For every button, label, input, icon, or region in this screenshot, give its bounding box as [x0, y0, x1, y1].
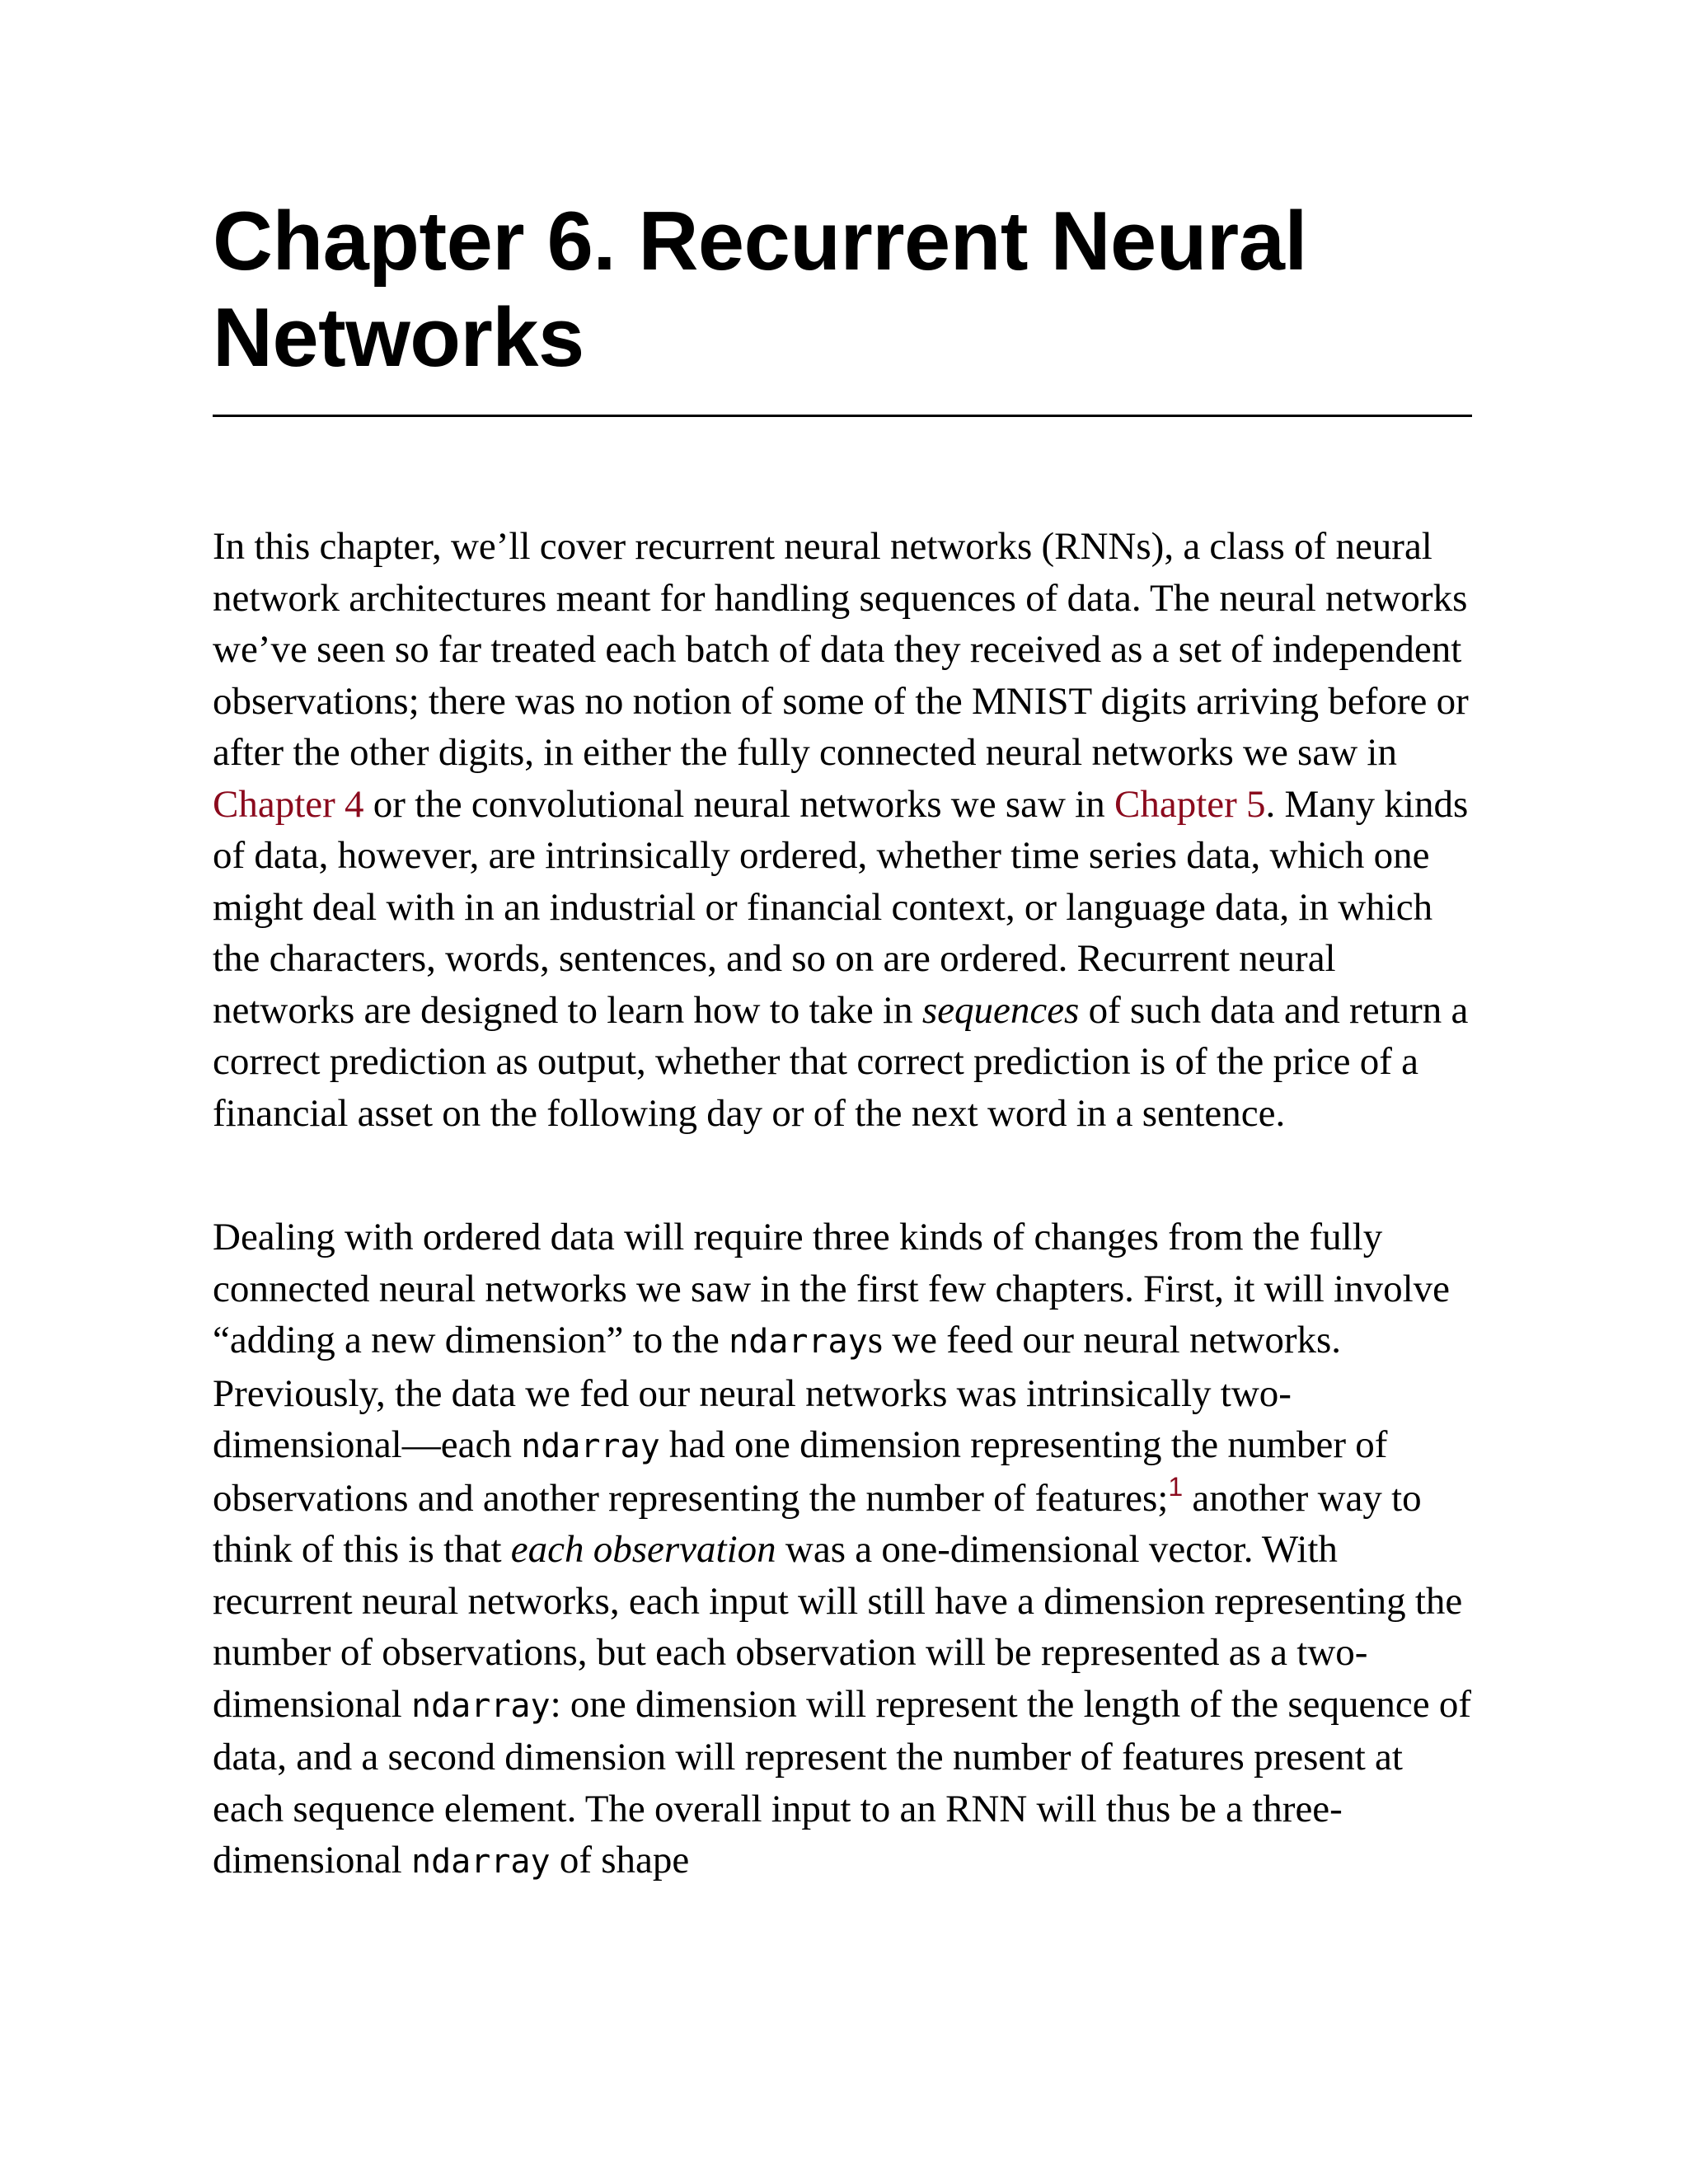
text-segment: had one dimension representing the number of observations and another representing the number of features; — [213, 1423, 1388, 1520]
text-segment: or the convolutional neural networks we saw in — [363, 782, 1114, 826]
text-segment: . Many kinds of data, however, are intrinsically ordered, whether time series data, which one might deal with in an industrial or financial context, or language data, in which the characters, words, sentences, and so on are ordered. Recurrent neural networks are designed to learn how to take in — [213, 782, 1469, 1032]
text-segment: s we feed our neural networks. Previously, the data we fed our neural networks was intrinsically two-dimensional—each — [213, 1319, 1342, 1466]
chapter-5-link[interactable]: Chapter 5 — [1114, 782, 1266, 826]
footnote-ref-1[interactable]: 1 — [1168, 1471, 1184, 1502]
text-segment: Dealing with ordered data will require three kinds of changes from the fully connected neural networks we saw in the first few chapters. First, it will involve “adding a new dimension” to the — [213, 1216, 1451, 1361]
emphasis-each-observation: each observation — [510, 1528, 776, 1571]
text-segment: : one dimension will represent the length of the sequence of data, and a second dimension will represent the number of features present at each sequence element. The overall input to an RNN will thus be a three-dimensional — [213, 1682, 1472, 1882]
chapter-4-link[interactable]: Chapter 4 — [213, 782, 364, 826]
text-segment: In this chapter, we’ll cover recurrent neural networks (RNNs), a class of neural network architectures meant for handling sequences of data. The neural networks we’ve seen so far treated each batch of data they received as a set of independent observations; there was no notion of some of the MNIST digits arriving before or after the other digits, in either the fully connected neural networks we saw in — [213, 525, 1469, 774]
paragraph-ordered-data — [213, 1212, 1472, 1888]
text-segment: was a one-dimensional vector. With recurrent neural networks, each input will still have a dimension representing the number of observations, but each observation will be represented as a two-dimensional — [213, 1528, 1463, 1726]
text-segment: of such data and return a correct prediction as output, whether that correct prediction is of the price of a financial asset on the following day or of the next word in a sentence. — [213, 988, 1469, 1135]
text-segment: of shape — [550, 1839, 690, 1882]
inline-code-ndarray: ndarray — [521, 1427, 660, 1465]
text-segment: another way to think of this is that — [213, 1476, 1422, 1571]
chapter-title: Chapter 6. Recurrent Neural Networks — [213, 195, 1307, 384]
paragraph-intro — [213, 521, 1472, 1139]
title-divider — [213, 415, 1472, 417]
inline-code-ndarray: ndarray — [729, 1323, 868, 1361]
inline-code-ndarray: ndarray — [411, 1843, 551, 1881]
inline-code-ndarray: ndarray — [411, 1686, 551, 1725]
emphasis-sequences: sequences — [921, 988, 1080, 1032]
